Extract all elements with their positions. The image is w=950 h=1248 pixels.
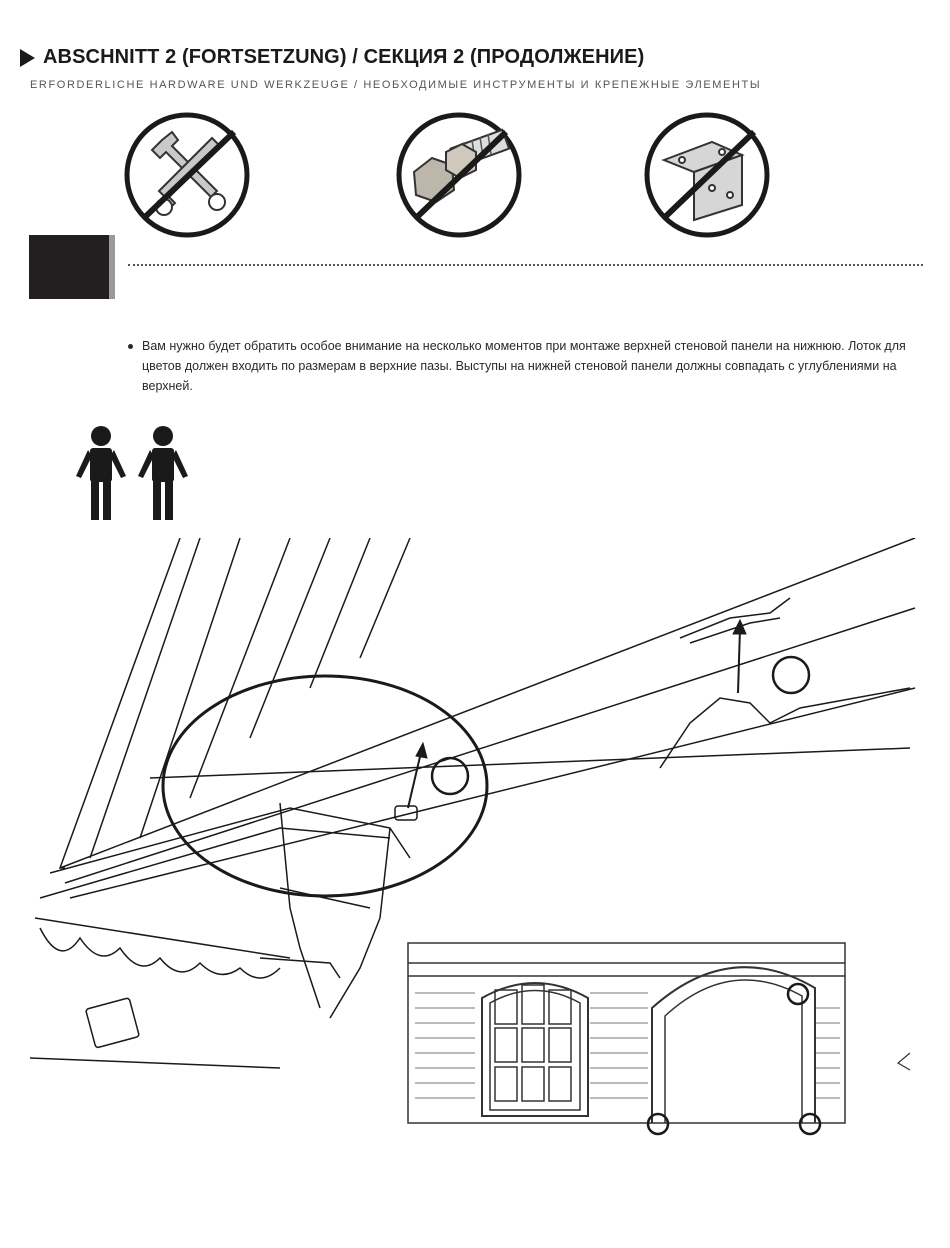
step-number-box xyxy=(29,235,109,299)
wall-panel-inset xyxy=(408,943,845,1134)
no-brackets-icon xyxy=(642,110,772,240)
two-people-icon xyxy=(70,424,195,524)
title-row xyxy=(20,46,930,69)
instruction-bullet xyxy=(128,336,923,396)
instruction-text: Вам нужно будет обратить особое внимание на несколько моментов при монтаже верхней стеновой панели на нижнюю. Лоток для цветов должен входить по размерам в верхние пазы. Выступы на нижней стеновой панели должны совпадать с углублениями на верхней. xyxy=(142,339,906,393)
dotted-separator xyxy=(128,264,923,266)
step-box-shadow xyxy=(109,235,115,299)
triangle-marker-icon xyxy=(20,49,35,67)
assembly-diagram xyxy=(30,538,920,1148)
no-bolts-icon xyxy=(394,110,524,240)
section-title: ABSCHNITT 2 (FORTSETZUNG) / СЕКЦИЯ 2 (ПРОДОЛЖЕНИЕ) xyxy=(43,46,645,68)
section-subtitle: ERFORDERLICHE HARDWARE UND WERKZEUGE / НЕОБХОДИМЫЕ ИНСТРУМЕНТЫ И КРЕПЕЖНЫЕ ЭЛЕМЕНТЫ xyxy=(30,79,762,91)
no-tools-icon xyxy=(122,110,252,240)
section-header xyxy=(20,46,930,91)
bullet-dot xyxy=(128,344,133,349)
